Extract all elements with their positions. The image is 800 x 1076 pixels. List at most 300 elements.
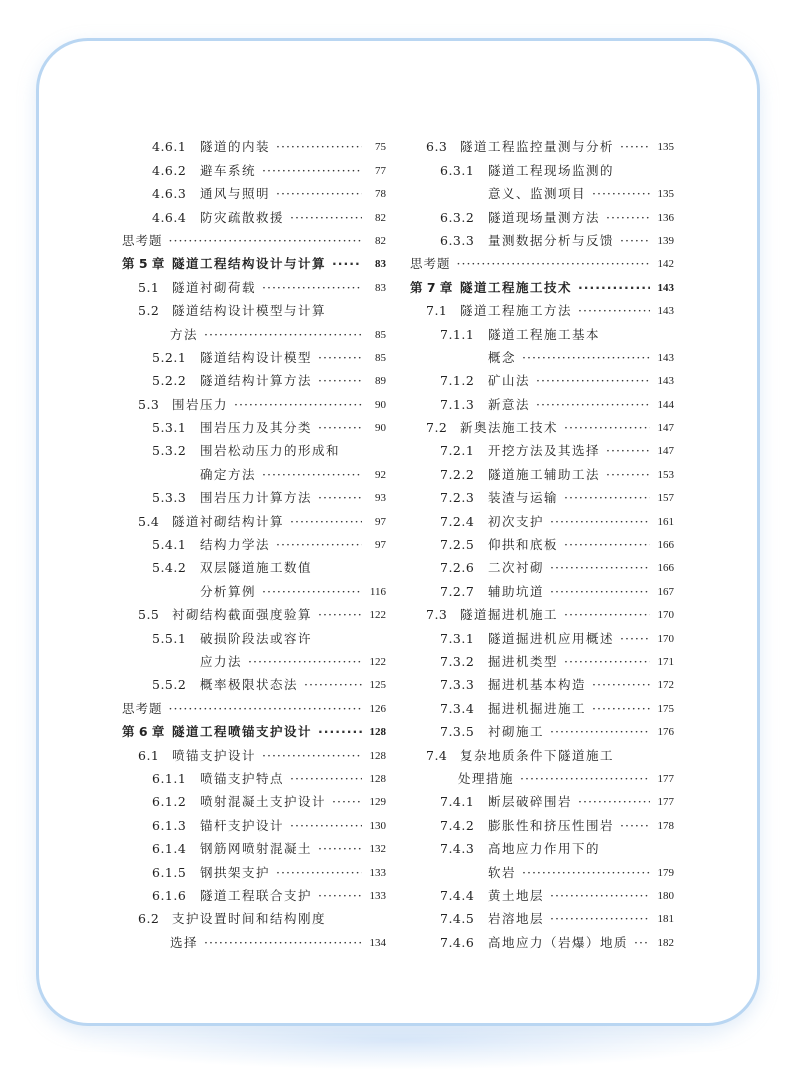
page-number: 82: [375, 211, 386, 224]
entry-title: 隧道施工辅助工法: [488, 466, 601, 482]
entry-title: 钢拱架支护: [200, 864, 271, 880]
page-number: 172: [657, 679, 674, 692]
page-number: 136: [657, 211, 674, 224]
entry-title: 应力法: [200, 653, 243, 669]
entry-number: 5.3.1: [152, 420, 187, 436]
section-entry: [410, 296, 674, 319]
entry-title: 断层破碎围岩: [488, 794, 573, 810]
dot-leader: [578, 303, 650, 319]
page-number: 125: [369, 679, 386, 692]
dot-leader: [262, 163, 362, 179]
entry-number: 5.3: [138, 396, 160, 412]
page-number: 78: [375, 188, 386, 201]
page-number: 144: [657, 398, 674, 411]
entry-title: 隧道的内装: [200, 139, 271, 155]
page-number: 143: [657, 305, 674, 318]
subsection-entry: [122, 810, 386, 833]
subsection-entry: [410, 553, 674, 576]
page-number: 83: [375, 258, 386, 271]
page-number: 128: [369, 749, 386, 762]
page-number: 77: [375, 164, 386, 177]
page-number: 83: [375, 281, 386, 294]
dot-leader: [276, 139, 362, 155]
entry-number: 7.4.5: [440, 911, 475, 927]
page-number: 166: [657, 562, 674, 575]
entry-number: 6.3.3: [440, 232, 475, 248]
subsection-entry: [410, 904, 674, 927]
page-number: 130: [369, 819, 386, 832]
page-number: 122: [369, 609, 386, 622]
subsection-entry: [410, 202, 674, 225]
dot-leader: [522, 865, 650, 881]
entry-title: 衬砌结构截面强度验算: [172, 607, 313, 623]
entry-title: 喷锚支护设计: [172, 747, 257, 763]
entry-number: 5.3.2: [152, 443, 187, 459]
dot-leader: [564, 654, 650, 670]
entry-title: 新意法: [488, 396, 531, 412]
dot-leader: [564, 420, 650, 436]
entry-number: 5.2.2: [152, 373, 187, 389]
entry-number: 6.1.5: [152, 864, 187, 880]
entry-title: 喷锚支护特点: [200, 770, 285, 786]
exercises-entry: [122, 226, 386, 249]
subsection-entry: [122, 436, 386, 459]
entry-title: 仰拱和底板: [488, 537, 559, 553]
page-number: 82: [375, 234, 386, 247]
dot-leader: [318, 724, 362, 740]
dot-leader: [290, 514, 362, 530]
dot-leader: [318, 373, 362, 389]
entry-title: 概念: [488, 349, 517, 365]
dot-leader: [276, 537, 362, 553]
page-number: 170: [657, 609, 674, 622]
subsection-entry: [410, 810, 674, 833]
entry-title: 软岩: [488, 864, 517, 880]
page-number: 126: [369, 702, 386, 715]
page-number: 133: [369, 866, 386, 879]
entry-title: 黄土地层: [488, 887, 545, 903]
entry-title: 通风与照明: [200, 186, 271, 202]
dot-leader: [248, 654, 362, 670]
subsection-entry: [410, 927, 674, 950]
subsection-entry: [122, 670, 386, 693]
subsection-entry: [122, 179, 386, 202]
entry-number: 5.2: [138, 303, 160, 319]
page-number: 171: [657, 655, 674, 668]
page-number: 157: [657, 492, 674, 505]
entry-title: 思考题: [410, 256, 451, 272]
entry-title: 选择: [170, 934, 199, 950]
page-number: 179: [657, 866, 674, 879]
entry-number: 第 7 章: [410, 279, 453, 295]
section-entry-continuation: [122, 319, 386, 342]
page-number: 142: [657, 258, 674, 271]
dot-leader: [318, 490, 362, 506]
subsection-entry: [410, 787, 674, 810]
entry-number: 5.5.2: [152, 677, 187, 693]
entry-title: 支护设置时间和结构刚度: [172, 911, 327, 927]
dot-leader: [169, 233, 362, 249]
subsection-entry: [122, 553, 386, 576]
dot-leader: [606, 443, 650, 459]
entry-number: 7.4.1: [440, 794, 475, 810]
subsection-entry: [410, 155, 674, 178]
subsection-entry: [410, 834, 674, 857]
dot-leader: [318, 607, 362, 623]
dot-leader: [262, 467, 362, 483]
entry-title: 量测数据分析与反馈: [488, 232, 615, 248]
entry-title: 开挖方法及其选择: [488, 443, 601, 459]
entry-title: 衬砌施工: [488, 724, 545, 740]
section-entry: [122, 904, 386, 927]
entry-title: 隧道工程施工基本: [488, 326, 601, 342]
entry-title: 隧道工程监控量测与分析: [460, 139, 615, 155]
subsection-entry-continuation: [410, 179, 674, 202]
entry-title: 隧道现场量测方法: [488, 209, 601, 225]
exercises-entry: [410, 249, 674, 272]
entry-number: 第 5 章: [122, 256, 165, 272]
dot-leader: [520, 771, 650, 787]
subsection-entry: [410, 506, 674, 529]
subsection-entry: [410, 366, 674, 389]
subsection-entry: [410, 623, 674, 646]
dot-leader: [592, 186, 650, 202]
entry-number: 7.1.2: [440, 373, 475, 389]
page-number: 147: [657, 445, 674, 458]
page-number: 97: [375, 539, 386, 552]
page-number: 89: [375, 375, 386, 388]
dot-leader: [290, 771, 362, 787]
subsection-entry: [410, 530, 674, 553]
entry-number: 7.3.1: [440, 630, 475, 646]
entry-title: 掘进机掘进施工: [488, 700, 587, 716]
entry-number: 5.5: [138, 607, 160, 623]
section-entry: [410, 413, 674, 436]
entry-title: 二次衬砌: [488, 560, 545, 576]
entry-title: 初次支护: [488, 513, 545, 529]
entry-title: 隧道衬砌荷载: [172, 279, 257, 295]
dot-leader: [592, 677, 650, 693]
subsection-entry: [410, 483, 674, 506]
entry-number: 4.6.1: [152, 139, 187, 155]
page-number: 147: [657, 422, 674, 435]
entry-number: 7.2.1: [440, 443, 475, 459]
toc-left-column: [122, 132, 386, 951]
page-number: 166: [657, 539, 674, 552]
entry-number: 7.3.5: [440, 724, 475, 740]
dot-leader: [457, 256, 650, 272]
page-number: 177: [657, 772, 674, 785]
entry-number: 7.1.3: [440, 396, 475, 412]
entry-number: 5.2.1: [152, 349, 187, 365]
entry-title: 辅助坑道: [488, 583, 545, 599]
entry-number: 6.1.1: [152, 770, 187, 786]
entry-title: 隧道工程施工技术: [460, 279, 573, 295]
entry-title: 隧道工程联合支护: [200, 887, 313, 903]
section-entry: [410, 740, 674, 763]
entry-number: 5.4.2: [152, 560, 187, 576]
entry-number: 5.4.1: [152, 537, 187, 553]
page-number: 90: [375, 398, 386, 411]
page-number: 128: [369, 772, 386, 785]
entry-number: 6.2: [138, 911, 160, 927]
dot-leader: [550, 888, 650, 904]
entry-title: 方法: [170, 326, 199, 342]
entry-title: 掘进机基本构造: [488, 677, 587, 693]
dot-leader: [550, 724, 650, 740]
entry-title: 分析算例: [200, 583, 257, 599]
subsection-entry-continuation: [122, 576, 386, 599]
subsection-entry: [410, 670, 674, 693]
entry-number: 7.1: [426, 303, 448, 319]
dot-leader: [564, 607, 650, 623]
dot-leader: [550, 911, 650, 927]
entry-title: 确定方法: [200, 466, 257, 482]
entry-title: 隧道衬砌结构计算: [172, 513, 285, 529]
subsection-entry: [122, 787, 386, 810]
page-number: 90: [375, 422, 386, 435]
page-number: 129: [369, 796, 386, 809]
entry-title: 双层隧道施工数值: [200, 560, 313, 576]
dot-leader: [564, 537, 650, 553]
dot-leader: [578, 280, 650, 296]
subsection-entry: [122, 764, 386, 787]
page-number: 75: [375, 141, 386, 154]
subsection-entry: [122, 155, 386, 178]
subsection-entry: [410, 881, 674, 904]
subsection-entry-continuation: [122, 459, 386, 482]
subsection-entry: [410, 436, 674, 459]
subsection-entry: [122, 530, 386, 553]
entry-number: 6.1.3: [152, 817, 187, 833]
entry-title: 结构力学法: [200, 537, 271, 553]
page-number: 92: [375, 468, 386, 481]
dot-leader: [234, 397, 362, 413]
entry-title: 围岩压力: [172, 396, 229, 412]
entry-number: 7.3.3: [440, 677, 475, 693]
entry-title: 隧道掘进机施工: [460, 607, 559, 623]
entry-title: 隧道结构计算方法: [200, 373, 313, 389]
entry-number: 7.2.6: [440, 560, 475, 576]
dot-leader: [169, 701, 362, 717]
subsection-entry: [122, 857, 386, 880]
subsection-entry: [122, 483, 386, 506]
dot-leader: [262, 280, 362, 296]
toc-right-column: [410, 132, 674, 951]
dot-leader: [290, 210, 362, 226]
dot-leader: [276, 186, 362, 202]
dot-leader: [290, 818, 362, 834]
entry-number: 第 6 章: [122, 724, 165, 740]
entry-number: 6.3: [426, 139, 448, 155]
entry-number: 7.3: [426, 607, 448, 623]
entry-number: 7.4.6: [440, 934, 475, 950]
dot-leader: [318, 888, 362, 904]
subsection-entry: [122, 834, 386, 857]
dot-leader: [332, 794, 362, 810]
chapter-heading: [122, 249, 386, 272]
entry-title: 防灾疏散救援: [200, 209, 285, 225]
entry-number: 7.4: [426, 747, 448, 763]
subsection-entry: [122, 413, 386, 436]
entry-title: 新奥法施工技术: [460, 420, 559, 436]
entry-title: 避车系统: [200, 162, 257, 178]
entry-number: 7.4.3: [440, 841, 475, 857]
entry-number: 7.4.2: [440, 817, 475, 833]
dot-leader: [550, 584, 650, 600]
page-number: 135: [657, 141, 674, 154]
dot-leader: [620, 139, 650, 155]
entry-number: 5.5.1: [152, 630, 187, 646]
entry-title: 喷射混凝土支护设计: [200, 794, 327, 810]
entry-title: 隧道工程施工方法: [460, 303, 573, 319]
dot-leader: [564, 490, 650, 506]
entry-title: 思考题: [122, 700, 163, 716]
entry-title: 意义、监测项目: [488, 186, 587, 202]
dot-leader: [620, 233, 650, 249]
section-entry-continuation: [410, 764, 674, 787]
entry-number: 4.6.4: [152, 209, 187, 225]
subsection-entry: [410, 717, 674, 740]
dot-leader: [620, 818, 650, 834]
page-number: 153: [657, 468, 674, 481]
section-entry: [410, 132, 674, 155]
entry-number: 4.6.3: [152, 186, 187, 202]
entry-number: 6.1.6: [152, 887, 187, 903]
entry-title: 隧道结构设计模型: [200, 349, 313, 365]
section-entry: [410, 600, 674, 623]
entry-title: 围岩压力及其分类: [200, 420, 313, 436]
entry-title: 破损阶段法或容许: [200, 630, 313, 646]
subsection-entry: [410, 576, 674, 599]
entry-number: 7.2.5: [440, 537, 475, 553]
section-entry: [122, 740, 386, 763]
chapter-heading: [410, 272, 674, 295]
page-number: 182: [657, 936, 674, 949]
entry-number: 7.4.4: [440, 887, 475, 903]
page-number: 93: [375, 492, 386, 505]
subsection-entry: [410, 693, 674, 716]
page-number: 176: [657, 726, 674, 739]
page-number: 133: [369, 889, 386, 902]
entry-number: 5.3.3: [152, 490, 187, 506]
page-number: 180: [657, 889, 674, 902]
entry-title: 装渣与运输: [488, 490, 559, 506]
dot-leader: [634, 935, 650, 951]
page-number: 177: [657, 796, 674, 809]
page-number: 161: [657, 515, 674, 528]
subsection-entry: [410, 389, 674, 412]
subsection-entry: [410, 647, 674, 670]
subsection-entry: [122, 366, 386, 389]
entry-number: 5.4: [138, 513, 160, 529]
subsection-entry: [410, 319, 674, 342]
dot-leader: [318, 420, 362, 436]
dot-leader: [204, 327, 362, 343]
subsection-entry: [122, 343, 386, 366]
section-entry: [122, 272, 386, 295]
subsection-entry: [410, 459, 674, 482]
entry-title: 岩溶地层: [488, 911, 545, 927]
page-number: 181: [657, 913, 674, 926]
dot-leader: [318, 841, 362, 857]
subsection-entry-continuation: [410, 857, 674, 880]
subsection-entry: [122, 623, 386, 646]
page-number: 143: [657, 281, 674, 294]
entry-number: 7.2.4: [440, 513, 475, 529]
dot-leader: [204, 935, 362, 951]
entry-title: 高地应力（岩爆）地质: [488, 934, 629, 950]
entry-title: 思考题: [122, 232, 163, 248]
subsection-entry: [122, 881, 386, 904]
entry-title: 钢筋网喷射混凝土: [200, 841, 313, 857]
page-number: 135: [657, 188, 674, 201]
dot-leader: [606, 467, 650, 483]
page-number: 85: [375, 328, 386, 341]
entry-title: 隧道工程结构设计与计算: [172, 256, 327, 272]
dot-leader: [550, 560, 650, 576]
entry-number: 6.1.2: [152, 794, 187, 810]
entry-title: 锚杆支护设计: [200, 817, 285, 833]
entry-number: 5.1: [138, 279, 160, 295]
dot-leader: [276, 865, 362, 881]
entry-number: 6.1: [138, 747, 160, 763]
page-number: 178: [657, 819, 674, 832]
entry-title: 围岩压力计算方法: [200, 490, 313, 506]
entry-title: 隧道工程喷锚支护设计: [172, 724, 313, 740]
entry-number: 7.2: [426, 420, 448, 436]
page-number: 167: [657, 585, 674, 598]
page-number: 128: [369, 726, 386, 739]
section-entry-continuation: [122, 927, 386, 950]
entry-title: 掘进机类型: [488, 653, 559, 669]
page-number: 143: [657, 375, 674, 388]
dot-leader: [592, 701, 650, 717]
page-number: 143: [657, 351, 674, 364]
section-entry: [122, 600, 386, 623]
entry-title: 隧道掘进机应用概述: [488, 630, 615, 646]
entry-title: 概率极限状态法: [200, 677, 299, 693]
entry-number: 7.2.7: [440, 583, 475, 599]
page-number: 122: [369, 655, 386, 668]
entry-number: 6.3.2: [440, 209, 475, 225]
dot-leader: [536, 373, 650, 389]
subsection-entry-continuation: [122, 647, 386, 670]
entry-number: 7.1.1: [440, 326, 475, 342]
dot-leader: [606, 210, 650, 226]
dot-leader: [522, 350, 650, 366]
entry-number: 7.3.2: [440, 653, 475, 669]
entry-title: 复杂地质条件下隧道施工: [460, 747, 615, 763]
subsection-entry: [122, 132, 386, 155]
page-number: 175: [657, 702, 674, 715]
dot-leader: [304, 677, 362, 693]
page-number: 134: [369, 936, 386, 949]
dot-leader: [536, 397, 650, 413]
section-entry: [122, 296, 386, 319]
entry-number: 6.3.1: [440, 162, 475, 178]
dot-leader: [262, 748, 362, 764]
subsection-entry: [410, 226, 674, 249]
page-number: 170: [657, 632, 674, 645]
dot-leader: [578, 794, 650, 810]
section-entry: [122, 506, 386, 529]
entry-title: 围岩松动压力的形成和: [200, 443, 341, 459]
page-number: 85: [375, 351, 386, 364]
entry-title: 膨胀性和挤压性围岩: [488, 817, 615, 833]
chapter-heading: [122, 717, 386, 740]
section-entry: [122, 389, 386, 412]
